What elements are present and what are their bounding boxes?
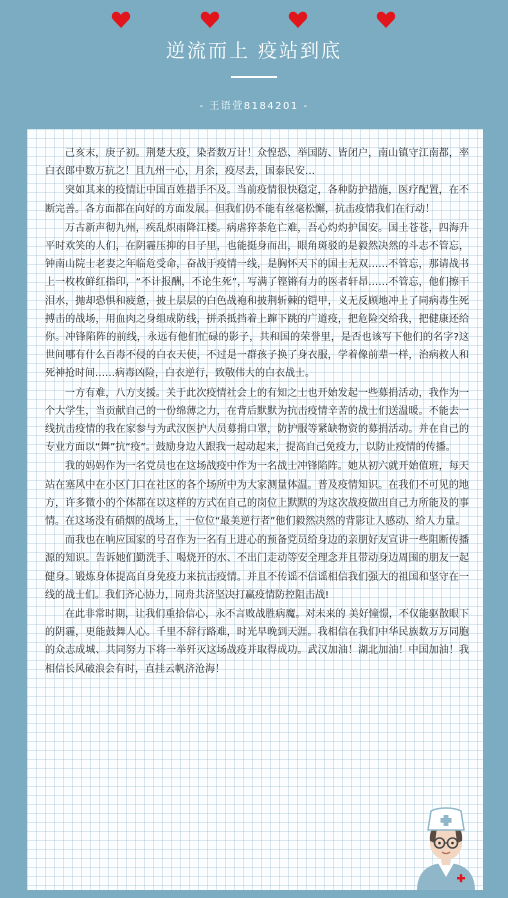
hearts-row (0, 10, 508, 32)
heart-icon (111, 10, 131, 30)
heart-icon (200, 10, 220, 30)
essay-paragraph: 我的妈妈作为一名党员也在这场战疫中作为一名战士冲锋陷阵。她从初六就开始值班，每天站在塞风中在小区门口在社区的各个场所中为大家测量体温。普及疫情知识。在我们不可见的地方，许多微小的个体都在以这样的方式在自己的岗位上默默的为这次战疫做出自己力所能及的事情。在这场没有硝烟的战场上，一位位“最美逆行者”他们毅然决然的背影让人感动、给人力量。 (45, 461, 469, 528)
title-divider (231, 76, 277, 78)
essay-paragraph: 在此非常时期，让我们重拾信心，永不言败战胜病魔。对未来的 美好憧憬，不仅能驱散眼下的阴霾，更能鼓舞人心。千里不辞行路难，时光早晚到天涯。我相信在我们中华民族数万万同胞的众志成城、共同努力下将一举歼灭这场战疫并取得成功。武汉加油！湖北加油！中国加油！我相信长风破浪会有时，直挂云帆济沧海！ (45, 609, 469, 675)
doctor-illustration (411, 805, 481, 890)
page-title: 逆流而上 疫站到底 (165, 40, 343, 62)
author-line: - 王语萱8184201 - (199, 101, 309, 112)
essay-paragraph: 突如其来的疫情让中国百姓措手不及。当前疫情很快稳定，各种防护措施，医疗配置，在不断完善。各方面都在向好的方面发展。但我们仍不能有丝毫松懈，抗击疫情我们在行动！ (45, 185, 469, 215)
essay-paragraph: 万古新声彻九州，疾乱炽雨降江楼。病虐猝荼危亡难，吾心灼灼护国安。国土苍苍，四海升平时欢笑的人们，在阴霾压抑的日子里，也能挺身而出，眼角斑驳的是毅然决然的斗志不管忘，钟南山院士老妻之年临危受命，奋战于疫情一线，是胸怀天下的国士无双……不管忘，那请战书上一枚枚鲜红指印，“不计报酬，不论生死”，写满了铿锵有力的医者轩昂……不管忘，他们擦干泪水，抛却恐惧和疲惫，披上层层的白色战袍和披荆斩棘的铠甲，义无反顾地冲上了同病毒生死搏击的战场，用血肉之身组成防线，拼杀抵挡着上蹿下跳的广道疫，把危险交给我，把健康还给你。冲锋陷阵的前线，永远有他们忙碌的影子，共和国的荣誉里，是否也该写下他们的名字?这世间哪有什么百毒不侵的白衣天使，不过是一群孩子换了身衣服，学着像前辈一样，治病救人和死神抢时间……病毒凶险，白衣逆行，致敬伟大的白衣战士。 (45, 222, 469, 380)
heart-icon (376, 10, 396, 30)
essay-paragraph: 而我也在响应国家的号召作为一名有上进心的预备党员给身边的亲朋好友宣讲一些阻断传播源的知识。告诉她们勤洗手、喝烧开的水、不出门走动等安全理念并且带动身边周围的朋友一起健身。锻炼身体提高自身免疫力来抗击疫情。并且不传谣不信谣相信我们强大的祖国和坚守在一线的战士们。我们齐心协力，同舟共济坚决打赢疫情防控阻击战! (45, 535, 469, 601)
heart-icon (288, 10, 308, 30)
essay-paper (27, 129, 483, 890)
essay-paragraph: 一方有难，八方支援。关于此次疫情社会上的有知之士也开始发起一些募捐活动，我作为一个大学生，当贡献自己的一份绵薄之力，在背后默默为抗击疫情辛苦的战士们送温暖。不能去一线抗击疫情的我在家参与为武汉医护人员募捐口罩，防护服等紧缺物资的募捐活动。并在自己的专业方面以“舞”抗“疫”。鼓励身边人跟我一起动起来，提高自己免疫力，以防止疫情的传播。 (45, 387, 469, 454)
essay-body (45, 145, 469, 680)
essay-paragraph: 己亥末，庚子初。荆楚大疫，染者数万计！众惶恐、举国防、皆闭户，南山镇守江南都，率白衣郎中数万抗之！且九州一心，月余，疫尽去，国泰民安… (45, 148, 469, 178)
